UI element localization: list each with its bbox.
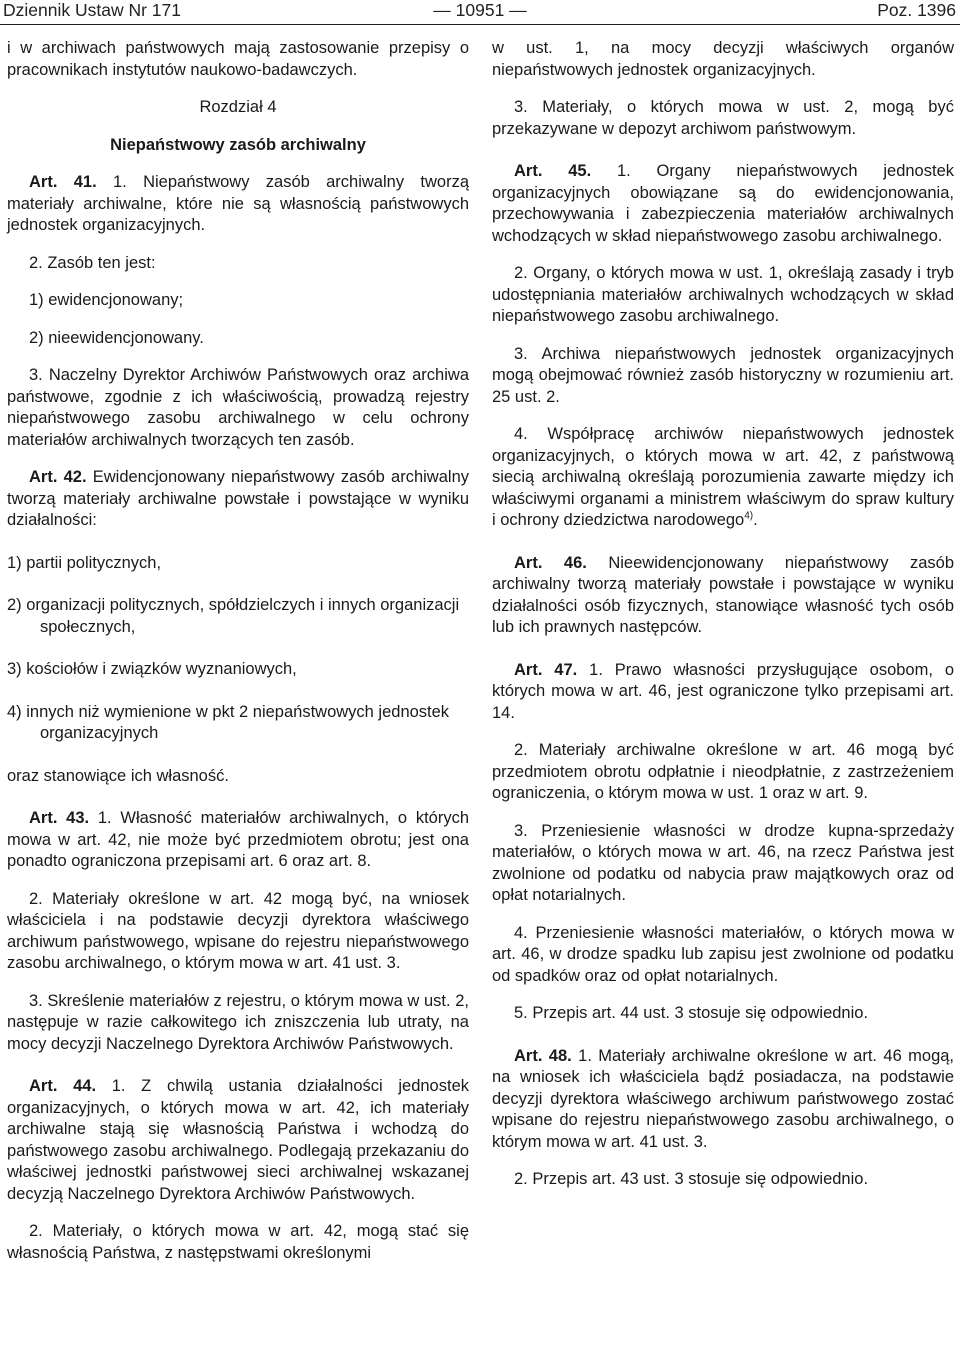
- list-item: 4) innych niż wymienione w pkt 2 niepaństwowych jednostek organizacyjnych: [7, 702, 450, 742]
- art43-paragraph-1: Art. 43. 1. Własność materiałów archiwalnych, o których mowa w art. 42, nie może być przedmiotem obrotu; jest ona ponadto ograniczona przepisami art. 6 oraz art. 8.: [7, 809, 470, 870]
- continuation-paragraph: w ust. 1, na mocy decyzji właściwych organów niepaństwowych jednostek organizacyjnych.: [492, 39, 954, 79]
- page-header: [0, 0, 960, 25]
- page-number: — 10951 —: [433, 0, 527, 20]
- journal-title: Dziennik Ustaw Nr 171: [3, 0, 181, 20]
- art48-paragraph-2: 2. Przepis art. 43 ust. 3 stosuje się odpowiednio.: [514, 1170, 869, 1188]
- art42-closing: oraz stanowiące ich własność.: [7, 766, 229, 785]
- art43-paragraph-2: 2. Materiały określone w art. 42 mogą być, na wniosek właściciela i na podstawie decyzji dyrektora właściwego archiwum państwowego, wpisane do rejestru niepaństwowego zasobu archiwalnego, o którym mowa w art. 41 ust. 3.: [7, 889, 469, 972]
- article-label: Art. 44.: [29, 1077, 97, 1095]
- art47-paragraph-3: 3. Przeniesienie własności w drodze kupna-sprzedaży materiałów, o których mowa w art. 46, na rzecz Państwa jest zwolnione od podatku od nabycia praw majątkowych oraz od opłat notarialnych.: [492, 821, 954, 904]
- art45-paragraph-3: 3. Archiwa niepaństwowych jednostek organizacyjnych mogą obejmować również zasób historyczny w rozumieniu art. 25 ust. 2.: [492, 344, 954, 406]
- article-label: Art. 47.: [514, 660, 578, 679]
- art46-paragraph: Art. 46. Nieewidencjonowany niepaństwowy zasób archiwalny tworzą materiały powstałe i powstające w wyniku działalności osób fizycznych, stanowiące własność tych osób lub ich prawnych następców.: [492, 553, 954, 636]
- left-column: [7, 38, 469, 1264]
- art42-paragraph: Art. 42. Ewidencjonowany niepaństwowy zasób archiwalny tworzą materiały archiwalne powstałe i powstające w wyniku działalności:: [7, 468, 469, 529]
- art41-paragraph-2: 2. Zasób ten jest:: [29, 253, 156, 272]
- right-column: [492, 38, 954, 1191]
- list-item: 3) kościołów i związków wyznaniowych,: [7, 660, 297, 678]
- art44-paragraph-2: 2. Materiały, o których mowa w art. 42, mogą stać się własnością Państwa, z następstwami określonymi: [7, 1222, 469, 1262]
- art47-paragraph-2: 2. Materiały archiwalne określone w art. 46 mogą być przedmiotem obrotu odpłatnie i nieodpłatnie, z zastrzeżeniem ograniczenia, o którym mowa w ust. 1 oraz w art. 9.: [492, 741, 954, 802]
- article-label: Art. 41.: [29, 173, 97, 191]
- art41-paragraph-1: Art. 41. 1. Niepaństwowy zasób archiwalny tworzą materiały archiwalne, które nie są własnością państwowych jednostek organizacyjnych.: [7, 173, 469, 234]
- intro-paragraph: i w archiwach państwowych mają zastosowanie przepisy o pracownikach instytutów naukowo-badawczych.: [7, 39, 469, 79]
- chapter-label: Rozdział 4: [199, 98, 277, 116]
- art45-paragraph-2: 2. Organy, o których mowa w ust. 1, określają zasady i tryb udostępniania materiałów archiwalnych wchodzących w skład niepaństwowego zasobu archiwalnego.: [492, 264, 954, 325]
- art44-paragraph-3: 3. Materiały, o których mowa w ust. 2, mogą być przekazywane w depozyt archiwom państwowym.: [492, 98, 954, 138]
- list-item: 2) organizacji politycznych, spółdzielczych i innych organizacji społecznych,: [7, 596, 460, 636]
- article-label: Art. 42.: [29, 468, 87, 486]
- article-label: Art. 43.: [29, 809, 90, 827]
- position-number: Poz. 1396: [877, 0, 956, 20]
- chapter-title: Niepaństwowy zasób archiwalny: [110, 135, 366, 154]
- article-label: Art. 48.: [514, 1046, 572, 1065]
- art43-paragraph-3: 3. Skreślenie materiałów z rejestru, o którym mowa w ust. 2, następuje w razie całkowitego ich zniszczenia lub utraty, na mocy decyzji Naczelnego Dyrektora Archiwów Państwowych.: [7, 991, 469, 1053]
- list-item: 1) partii politycznych,: [7, 553, 162, 572]
- art41-paragraph-3: 3. Naczelny Dyrektor Archiwów Państwowych oraz archiwa państwowe, zgodnie z ich właściwością, prowadzą rejestry niepaństwowego zasobu archiwalnego w celu ochrony materiałów archiwalnych tworzących ten zasób.: [7, 366, 469, 449]
- article-label: Art. 45.: [514, 162, 592, 180]
- list-item: 1) ewidencjonowany;: [29, 291, 184, 309]
- art47-paragraph-1: Art. 47. 1. Prawo własności przysługujące osobom, o których mowa w art. 46, jest ograniczone tylko przepisami art. 14.: [492, 660, 954, 722]
- article-label: Art. 46.: [514, 553, 587, 572]
- list-item: 2) nieewidencjonowany.: [29, 328, 204, 347]
- art47-paragraph-5: 5. Przepis art. 44 ust. 3 stosuje się odpowiednio.: [514, 1004, 869, 1022]
- art48-paragraph-1: Art. 48. 1. Materiały archiwalne określone w art. 46 mogą, na wniosek ich właściciela bądź posiadacza, na podstawie decyzji dyrektora właściwego archiwum państwowego zostać wpisane do rejestru niepaństwowego zasobu archiwalnego, o którym mowa w art. 41 ust. 3.: [492, 1046, 955, 1151]
- art45-paragraph-4: 4. Współpracę archiwów niepaństwowych jednostek organizacyjnych, o których mowa w art. 42, z państwową siecią archiwalną określają porozumienia zawarte między ich właściwymi organami a ministrem właściwym do spraw kultury i ochrony dziedzictwa narodowego$^{4)}$.: [492, 425, 954, 529]
- art44-paragraph-1: Art. 44. 1. Z chwilą ustania działalności jednostek organizacyjnych, o których mowa w art. 42, ich materiały archiwalne stają się własnością Państwa i wchodzą do państwowego zasobu archiwalnego. Podlegają przekazaniu do właściwej jednostki państwowej sieci archiwalnej wskazanej decyzją Naczelnego Dyrektora Archiwów Państwowych.: [7, 1077, 469, 1203]
- art45-paragraph-1: Art. 45. 1. Organy niepaństwowych jednostek organizacyjnych obowiązane są do ewidencjonowania, przechowywania i zabezpieczenia materiałów archiwalnych wchodzących w skład niepaństwowego zasobu archiwalnego.: [492, 162, 954, 245]
- art47-paragraph-4: 4. Przeniesienie własności materiałów, o których mowa w art. 46, w drodze spadku lub zapisu jest zwolnione od podatku od spadków oraz od opłat notarialnych.: [492, 923, 954, 985]
- footnote-marker: 4): [744, 510, 754, 522]
